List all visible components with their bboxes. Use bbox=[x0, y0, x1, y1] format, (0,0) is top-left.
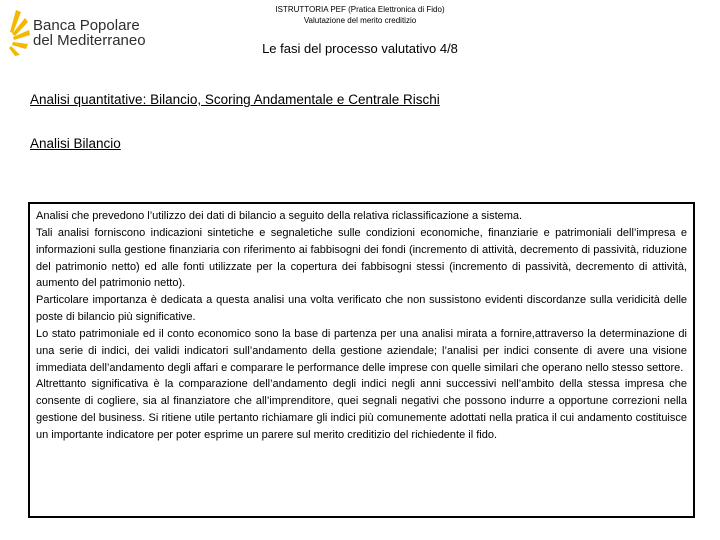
header-document-type: ISTRUTTORIA PEF (Pratica Elettronica di Fido) bbox=[275, 5, 445, 14]
paragraph-1: Analisi che prevedono l’utilizzo dei dati di bilancio a seguito della relativa riclassificazione a sistema. bbox=[36, 210, 523, 222]
paragraph-3: Particolare importanza è dedicata a questa analisi una volta verificato che non sussistono evidenti discordanze sulla veridicità delle poste di bilancio più significative. bbox=[36, 294, 687, 324]
header-subtitle: Valutazione del merito creditizio bbox=[303, 16, 417, 25]
slide-title: Le fasi del processo valutativo 4/8 bbox=[262, 41, 458, 56]
paragraph-5: Altrettanto significativa è la comparazione dell’andamento degli indici negli anni successivi nell’ambito della stessa impresa che consente di cogliere, sia al finanziatore che all’imprenditore, quei segnali negativi che possono indurre a opportune correzioni nella gestione del business. Si ritiene utile pertanto richiamare gli indici più comunemente adottati nella pratica il cui andamento costituisce un importante indicatore per poter esprime un parere sul merito creditizio del richiedente il fido. bbox=[36, 378, 687, 441]
section-heading: Analisi quantitative: Bilancio, Scoring Andamentale e Centrale Rischi bbox=[30, 92, 440, 107]
logo-line-1: Banca Popolare bbox=[33, 17, 140, 34]
content-box bbox=[28, 202, 695, 518]
paragraph-4: Lo stato patrimoniale ed il conto economico sono la base di partenza per una analisi mirata a fornire,attraverso la determinazione di una serie di indici, dei validi indicatori sull’andamento della gestione aziendale; l’analisi per indici consente di avere una visione immediata dell’andamento degli affari e comparare le performance delle imprese con quelle similari che operano nello stesso settore. bbox=[36, 327, 687, 374]
paragraph-2: Tali analisi forniscono indicazioni sintetiche e segnaletiche sulle condizioni economiche, finanziarie e patrimoniali dell’impresa e informazioni sulla gestione finanziaria con riferimento ai fabbisogni dei fondi (incremento di attività, decremento di passività, riduzione del patrimonio netto) ed alle fonti utilizzate per la copertura dei fabbisogni stessi (incremento di passività, decremento di attività, aumento del patrimonio netto). bbox=[36, 226, 687, 290]
logo-line-2: del Mediterraneo bbox=[33, 32, 146, 49]
subheading: Analisi Bilancio bbox=[30, 136, 121, 151]
